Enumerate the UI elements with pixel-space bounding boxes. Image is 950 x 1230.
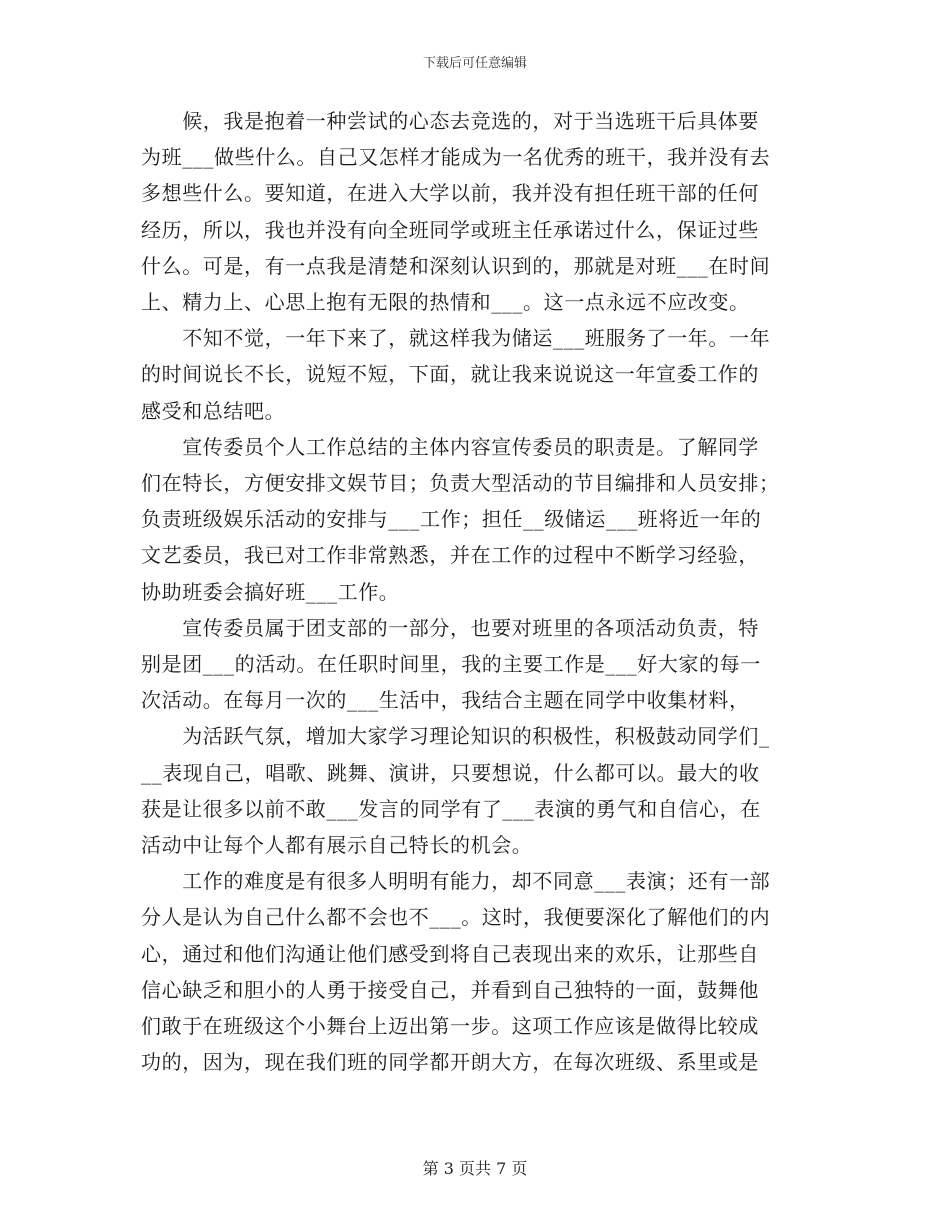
- text-line: 心，通过和他们沟通让他们感受到将自己表现出来的欢乐，让那些自: [141, 941, 759, 966]
- text-line: 协助班委会搞好班___工作。: [141, 579, 400, 604]
- text-line: 次活动。在每月一次的___生活中，我结合主题在同学中收集材料，: [141, 688, 750, 713]
- text-line: 功的，因为，现在我们班的同学都开朗大方，在每次班级、系里或是: [141, 1050, 759, 1075]
- text-line: __表现自己，唱歌、跳舞、演讲，只要想说，什么都可以。最大的收: [141, 760, 760, 785]
- text-line: 信心缺乏和胆小的人勇于接受自己，并看到自己独特的一面，鼓舞他: [141, 977, 759, 1002]
- text-line: 宣传委员个人工作总结的主体内容宣传委员的职责是。了解同学: [141, 434, 759, 459]
- page-footer: 第 3 页共 7 页: [422, 1159, 528, 1178]
- text-line: 活动中让每个人都有展示自己特长的机会。: [141, 833, 533, 858]
- text-line: 宣传委员属于团支部的一部分，也要对班里的各项活动负责，特: [141, 615, 759, 640]
- text-line: 工作的难度是有很多人明明有能力，却不同意___表演；还有一部: [141, 869, 771, 894]
- text-line: 为活跃气氛，增加大家学习理论知识的积极性，积极鼓动同学们_: [141, 724, 770, 749]
- text-line: 获是让很多以前不敢___发言的同学有了___表演的勇气和自信心，在: [141, 796, 761, 821]
- body-text: [141, 103, 809, 1080]
- text-line: 别是团___的活动。在任职时间里，我的主要工作是___好大家的每一: [141, 652, 761, 677]
- text-line: 上、精力上、心思上抱有无限的热情和___。这一点永远不应改变。: [141, 290, 750, 315]
- text-line: 为班___做些什么。自己又怎样才能成为一名优秀的班干，我并没有去: [141, 145, 771, 170]
- text-line: 们敢于在班级这个小舞台上迈出第一步。这项工作应该是做得比较成: [141, 1014, 759, 1039]
- text-line: 的时间说长不长，说短不短，下面，就让我来说说这一年宣委工作的: [141, 362, 759, 387]
- text-line: 负责班级娱乐活动的安排与___工作；担任__级储运___班将近一年的: [141, 507, 762, 532]
- page-header: 下载后可任意编辑: [422, 56, 527, 71]
- text-line: 文艺委员，我已对工作非常熟悉，并在工作的过程中不断学习经验，: [141, 543, 759, 568]
- text-line: 们在特长，方便安排文娱节目；负责大型活动的节目编排和人员安排；: [141, 471, 780, 496]
- text-line: 候，我是抱着一种尝试的心态去竞选的，对于当选班干后具体要: [141, 109, 759, 133]
- text-line: 不知不觉，一年下来了，就这样我为储运___班服务了一年。一年: [141, 326, 771, 351]
- text-line: 经历，所以，我也并没有向全班同学或班主任承诺过什么，保证过些: [141, 217, 759, 242]
- text-line: 感受和总结吧。: [141, 398, 286, 423]
- text-line: 分人是认为自己什么都不会也不___。这时，我便要深化了解他们的内: [141, 905, 771, 930]
- text-line: 什么。可是，有一点我是清楚和深刻认识到的，那就是对班___在时间: [141, 253, 771, 278]
- text-line: 多想些什么。要知道，在进入大学以前，我并没有担任班干部的任何: [141, 181, 759, 206]
